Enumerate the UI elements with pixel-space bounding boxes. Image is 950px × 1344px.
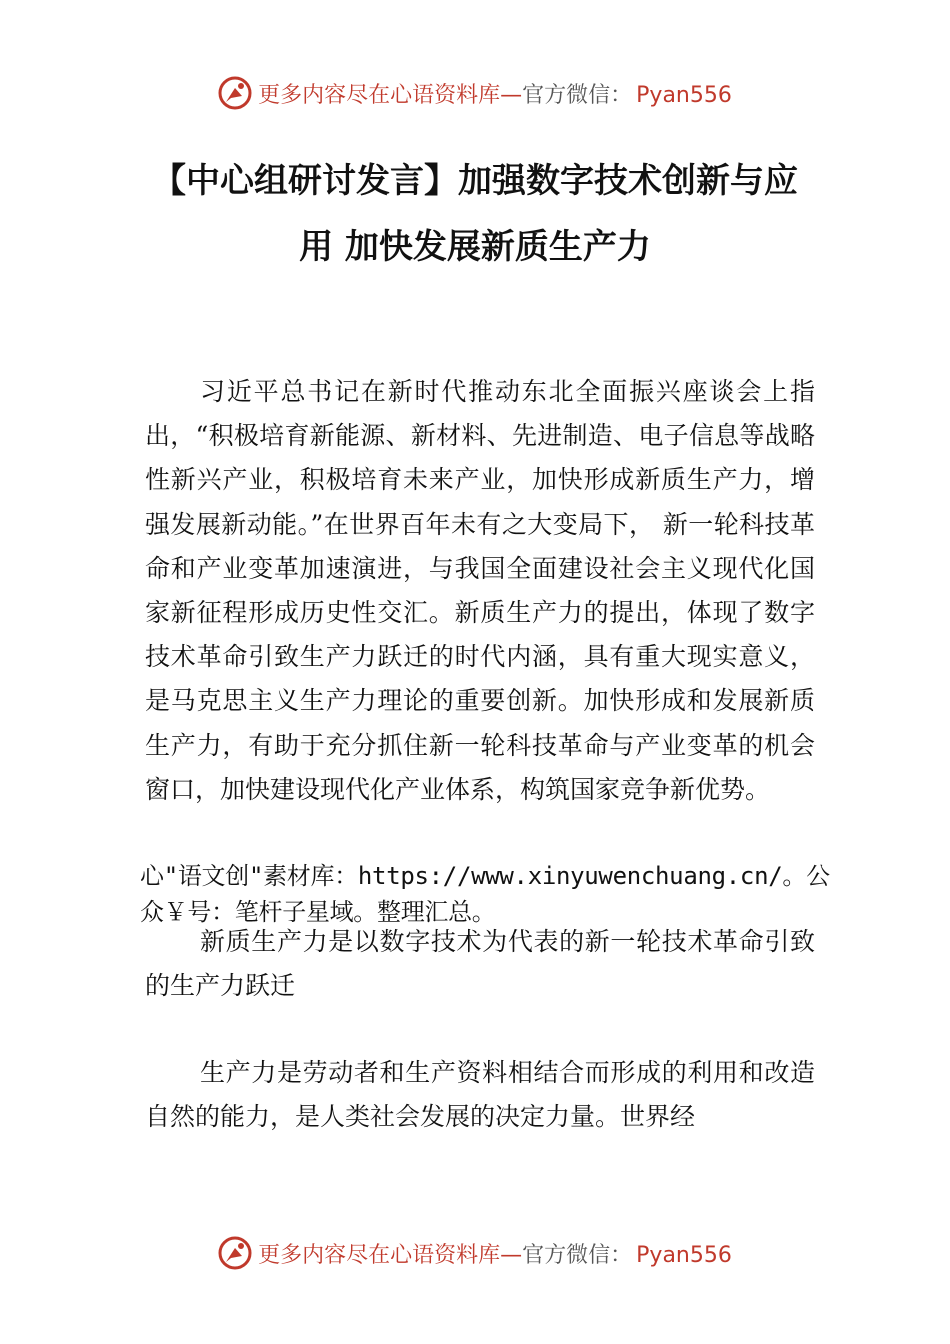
footer-banner	[0, 1228, 950, 1278]
banner-dash: —	[500, 1242, 523, 1268]
document-title	[80, 148, 870, 280]
banner-dash: —	[500, 82, 523, 108]
brand-logo-icon	[218, 1236, 252, 1270]
section-heading	[145, 920, 815, 1008]
header-banner	[0, 68, 950, 118]
paragraph-productivity: 生产力是劳动者和生产资料相结合而形成的利用和改造自然的能力，是人类社会发展的决定力量。世界经	[145, 1058, 815, 1131]
section-heading-text: 新质生产力是以数字技术为代表的新一轮技术革命引致的生产力跃迁	[145, 927, 815, 1000]
banner-title: 更多内容尽在心语资料库	[258, 82, 501, 108]
brand-logo-icon	[218, 76, 252, 110]
body-section-2	[145, 1051, 815, 1139]
title-line-2: 用 加快发展新质生产力	[299, 227, 651, 267]
wechat-id: Pyan556	[636, 82, 732, 108]
paragraph-intro: 习近平总书记在新时代推动东北全面振兴座谈会上指出，“积极培育新能源、新材料、先进制造、电子信息等战略性新兴产业，积极培育未来产业，加快形成新质生产力，增强发展新动能。”在世界百年未有之大变局下， 新一轮科技革命和产业变革加速演进，与我国全面建设社会主义现代化国家新征程形成历史性交汇。新质生产力的提出，体现了数字技术革命引致生产力跃迁的时代内涵，具有重大现实意义，是马克思主义生产力理论的重要创新。加快形成和发展新质生产力，有助于充分抓住新一轮科技革命与产业变革的机会窗口，加快建设现代化产业体系，构筑国家竞争新优势。	[145, 377, 815, 804]
banner-text	[258, 78, 732, 109]
title-line-1: 【中心组研讨发言】加强数字技术创新与应	[152, 161, 798, 201]
source-note: 心"语文创"素材库：https://www.xinyuwenchuang.cn/。公众￥号：笔杆子星域。整理汇总。	[140, 862, 830, 926]
wechat-id: Pyan556	[636, 1242, 732, 1268]
wechat-label: 官方微信：	[522, 1242, 633, 1268]
wechat-label: 官方微信：	[522, 82, 633, 108]
banner-title: 更多内容尽在心语资料库	[258, 1242, 501, 1268]
body-section-1	[145, 370, 815, 812]
banner-text	[258, 1238, 732, 1269]
